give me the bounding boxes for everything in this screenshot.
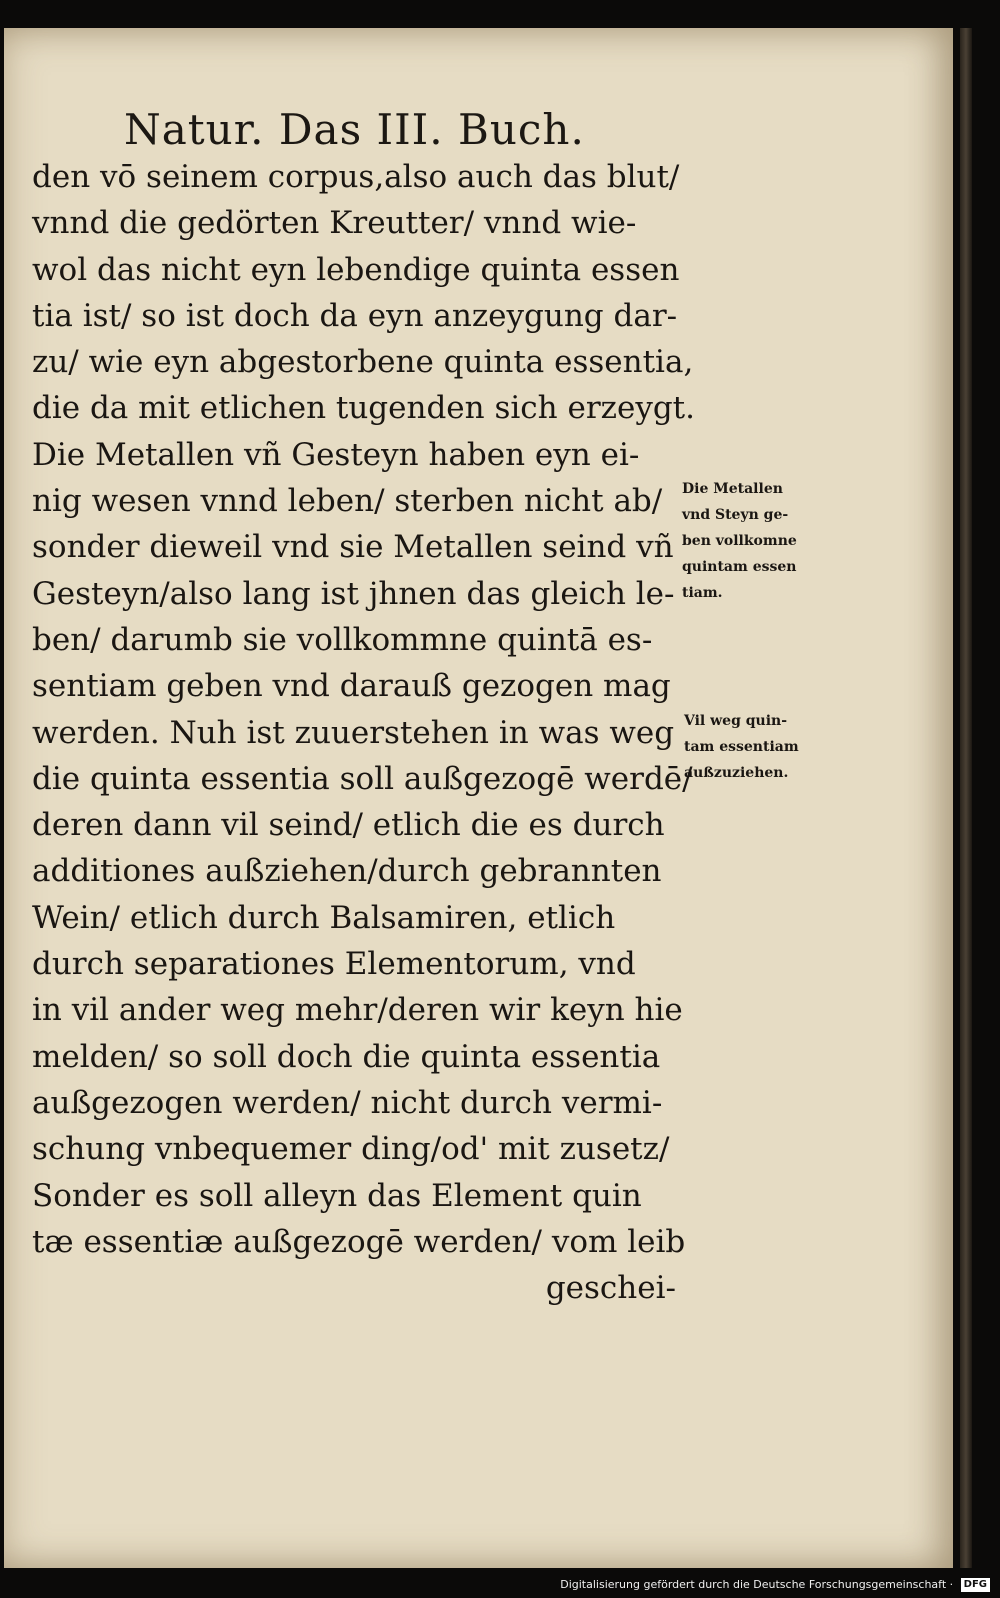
text-line: Gesteyn/also lang ist jhnen das gleich le-: [32, 575, 675, 612]
text-line: Wein/ etlich durch Balsamiren, etlich: [32, 899, 616, 936]
text-line: Sonder es soll alleyn das Element quin: [32, 1177, 642, 1214]
text-line: tia ist/ so ist doch da eyn anzeygung dar-: [32, 297, 678, 334]
text-line: in vil ander weg mehr/deren wir keyn hie: [32, 992, 683, 1029]
text-line: ben/ darumb sie vollkommne quintā es-: [32, 621, 653, 658]
marginal-note-line: tiam.: [682, 585, 723, 601]
credit-text: Digitalisierung gefördert durch die Deutsche Forschungsgemeinschaft ·: [560, 1578, 954, 1591]
text-line: additiones außziehen/durch gebrannten: [32, 853, 662, 890]
dfg-logo: DFG: [961, 1578, 990, 1592]
marginal-note-line: ben vollkomne: [682, 533, 797, 549]
catchword: geschei-: [545, 1270, 676, 1307]
marginal-note: [682, 476, 842, 606]
text-line: Die Metallen vñ Gesteyn haben eyn ei-: [32, 436, 640, 473]
marginal-note-line: tam essentiam: [684, 739, 799, 755]
marginal-note-line: Vil weg quin-: [684, 713, 788, 729]
marginal-note-line: Die Metallen: [682, 481, 783, 497]
text-line: durch separationes Elementorum, vnd: [32, 946, 636, 983]
marginal-note-line: quintam essen: [682, 559, 797, 575]
digitization-credit: [560, 1576, 990, 1594]
running-header: Natur. Das III. Buch.: [124, 105, 585, 154]
text-line: schung vnbequemer ding/od' mit zusetz/: [32, 1131, 670, 1168]
body-text: [32, 154, 695, 1311]
text-line: tæ essentiæ außgezogē werden/ vom leib: [32, 1223, 686, 1260]
page-edge: [960, 28, 972, 1568]
text-line: deren dann vil seind/ etlich die es durch: [32, 807, 665, 844]
text-line: sentiam geben vnd darauß gezogen mag: [32, 668, 671, 705]
marginal-note-line: vnd Steyn ge-: [682, 507, 789, 523]
text-line: vnnd die gedörten Kreutter/ vnnd wie-: [32, 205, 637, 242]
text-line: zu/ wie eyn abgestorbene quinta essentia,: [32, 344, 694, 381]
text-line: wol das nicht eyn lebendige quinta essen: [32, 251, 680, 288]
text-line: werden. Nuh ist zuuerstehen in was weg: [32, 714, 675, 751]
text-line: die quinta essentia soll außgezogē werdē/: [32, 760, 693, 797]
book-page: [4, 28, 953, 1568]
text-line: den vō seinem corpus,also auch das blut/: [32, 159, 680, 195]
marginal-note: [684, 708, 844, 786]
text-line: außgezogen werden/ nicht durch vermi-: [32, 1084, 663, 1121]
text-line: nig wesen vnnd leben/ sterben nicht ab/: [32, 483, 663, 520]
text-line: sonder dieweil vnd sie Metallen seind vñ: [32, 529, 674, 566]
marginal-note-line: außzuziehen.: [684, 765, 789, 781]
text-line: die da mit etlichen tugenden sich erzeygt.: [32, 390, 695, 427]
text-line: melden/ so soll doch die quinta essentia: [32, 1038, 661, 1075]
